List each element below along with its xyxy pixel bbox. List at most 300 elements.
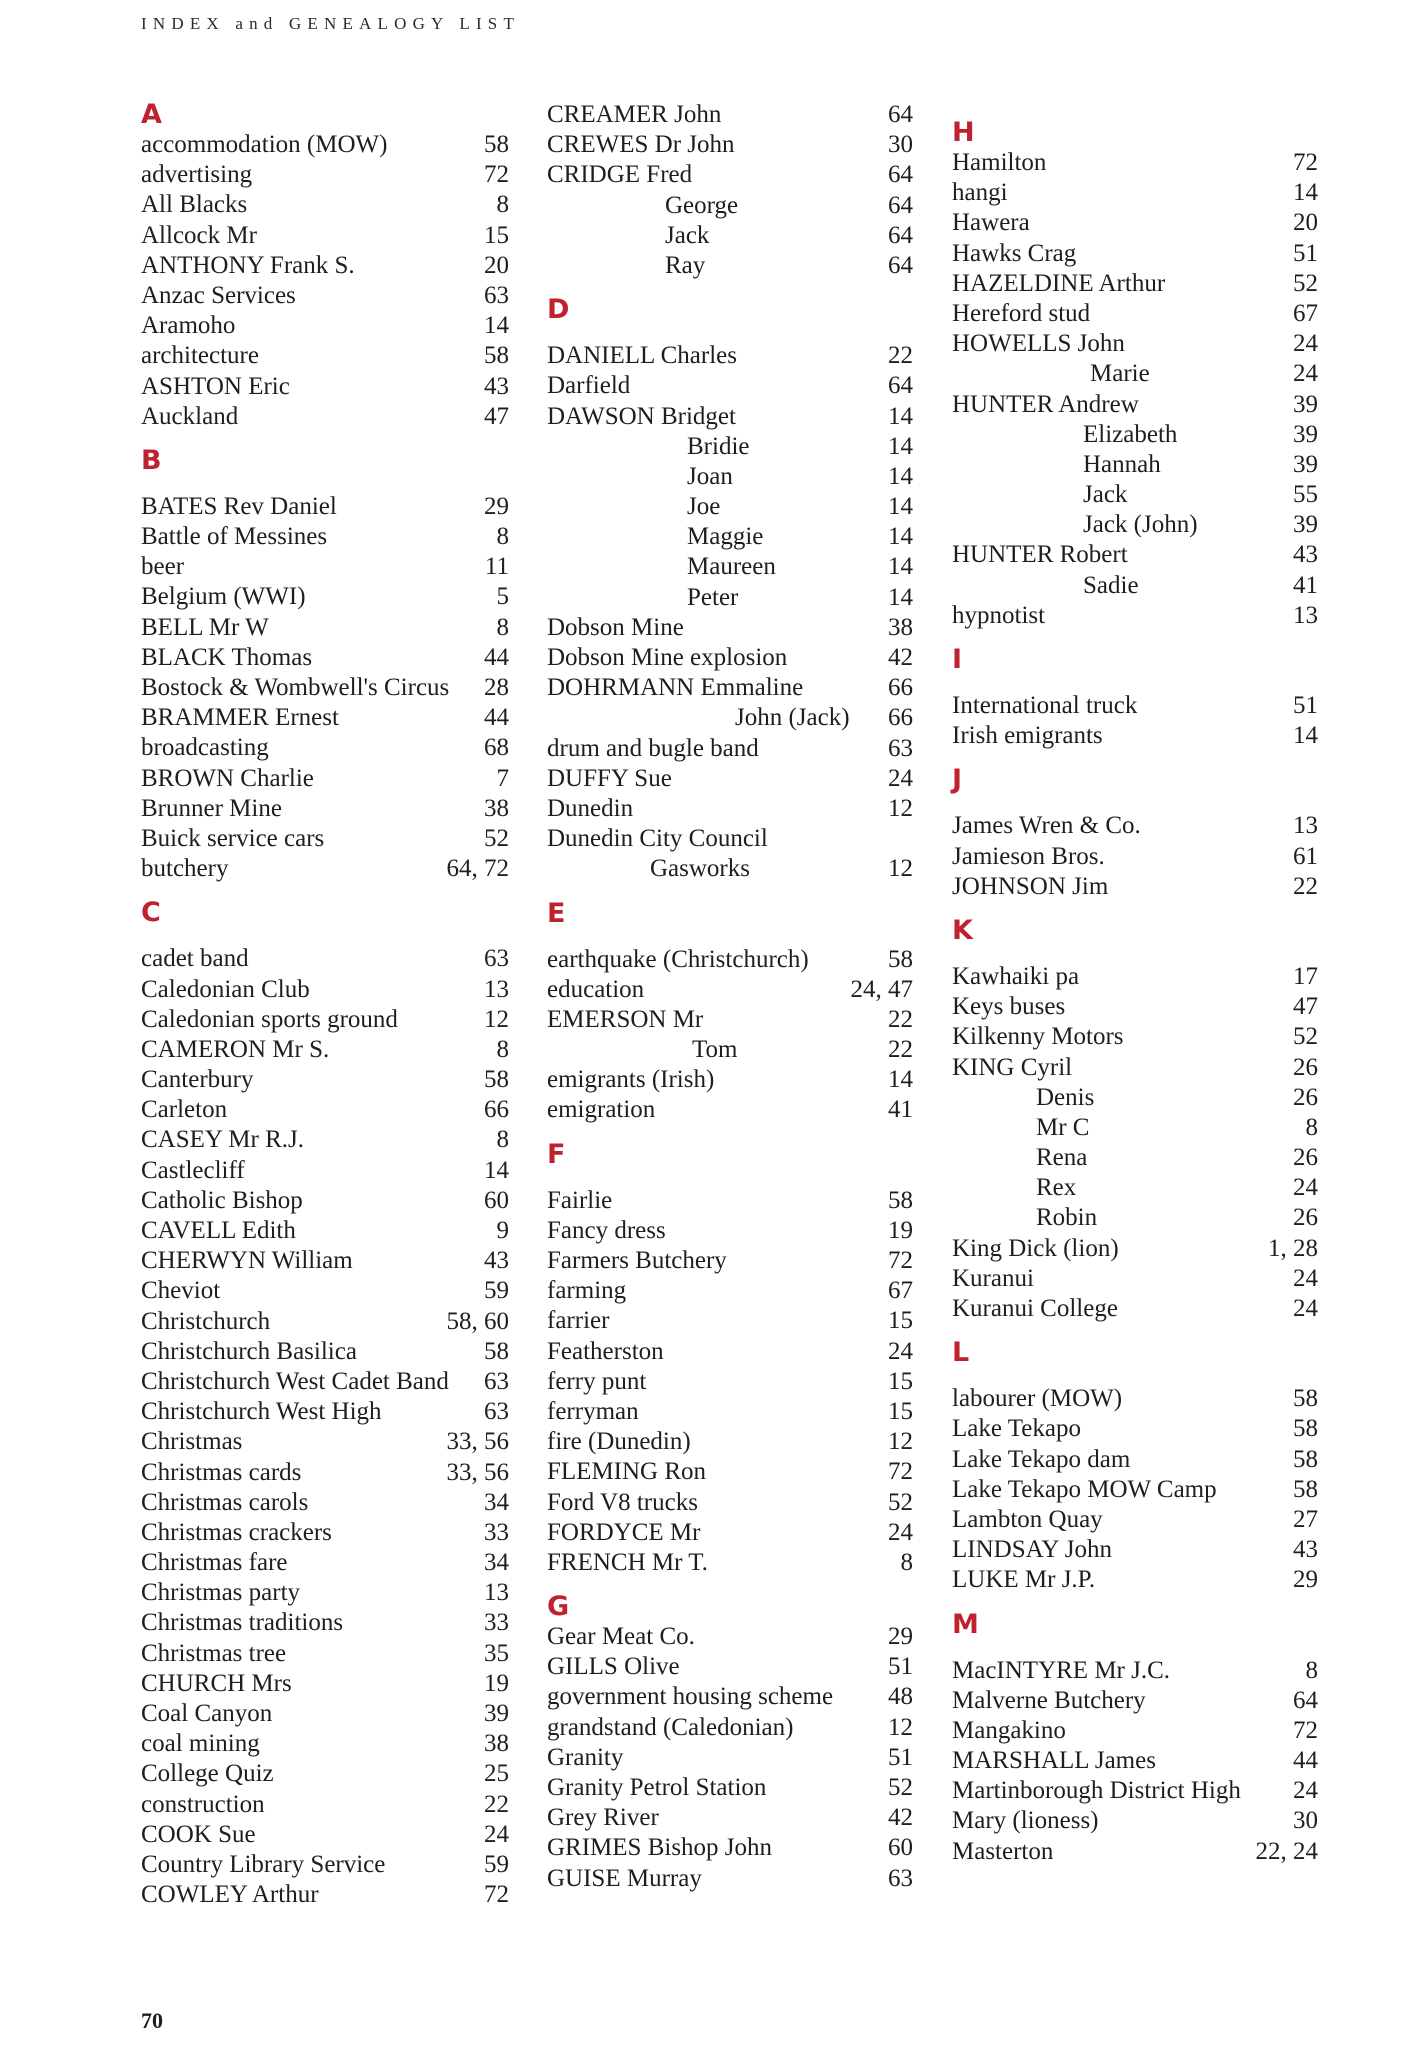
index-entry xyxy=(141,190,509,220)
index-entry xyxy=(952,1053,1318,1083)
entry-term: Coal Canyon xyxy=(141,1700,273,1727)
index-entry xyxy=(141,854,509,884)
index-entry xyxy=(952,1837,1318,1867)
index-entry xyxy=(952,721,1318,751)
index-entry xyxy=(547,492,913,522)
entry-pages: 58 xyxy=(1293,1415,1318,1443)
entry-pages: 64 xyxy=(888,101,913,128)
entry-term: Caledonian Club xyxy=(141,975,310,1003)
entry-term: CAVELL Edith xyxy=(141,1217,296,1244)
index-entry xyxy=(141,1639,509,1669)
entry-term: Masterton xyxy=(952,1837,1054,1865)
entry-pages: 52 xyxy=(1293,1023,1318,1051)
entry-pages: 34 xyxy=(484,1549,509,1577)
index-entry xyxy=(141,1488,509,1518)
index-section-a xyxy=(141,100,509,432)
index-entry xyxy=(547,1488,913,1518)
entry-pages: 60 xyxy=(888,1834,913,1862)
entry-pages: 39 xyxy=(1293,511,1318,539)
entry-term: accommodation (MOW) xyxy=(141,131,388,158)
entry-term: Christmas carols xyxy=(141,1488,309,1516)
index-entry xyxy=(141,402,509,432)
index-entry xyxy=(141,1820,509,1850)
entry-pages: 58 xyxy=(888,1186,913,1214)
entry-pages: 24 xyxy=(1293,1295,1318,1322)
entry-pages: 8 xyxy=(900,1548,913,1576)
entry-pages: 14 xyxy=(888,553,913,581)
entry-term: Maureen xyxy=(687,553,776,581)
index-entry xyxy=(141,1578,509,1608)
index-entry xyxy=(547,1652,913,1682)
index-entry xyxy=(547,1864,913,1894)
entry-pages: 43 xyxy=(1293,541,1318,569)
index-section-e xyxy=(547,899,913,1126)
entry-term: Maggie xyxy=(687,523,764,551)
entry-term: Martinborough District High xyxy=(952,1777,1241,1805)
entry-term: Gasworks xyxy=(650,855,750,883)
entry-pages: 29 xyxy=(1293,1566,1318,1594)
index-entry xyxy=(141,1005,509,1035)
index-entry xyxy=(547,1682,913,1712)
entry-term: Peter xyxy=(687,583,739,611)
entry-term: George xyxy=(665,191,739,219)
entry-pages: 64 xyxy=(888,251,913,279)
entry-pages: 58 xyxy=(484,1337,509,1365)
index-entry xyxy=(141,1759,509,1789)
entry-term: Christmas fare xyxy=(141,1549,288,1577)
section-letter: C xyxy=(141,897,161,929)
entry-pages: 24 xyxy=(1293,1264,1318,1292)
entry-term: FLEMING Ron xyxy=(547,1458,707,1486)
entry-term: emigrants (Irish) xyxy=(547,1066,715,1094)
entry-term: CREWES Dr John xyxy=(547,131,735,159)
entry-pages: 42 xyxy=(888,1804,913,1832)
index-entry xyxy=(141,372,509,402)
index-entry xyxy=(141,1458,509,1488)
entry-pages: 14 xyxy=(484,312,509,340)
index-entry xyxy=(952,1445,1318,1475)
index-entry xyxy=(547,1095,913,1125)
index-entry xyxy=(547,1367,913,1397)
entry-term: Kilkenny Motors xyxy=(952,1023,1124,1051)
entry-term: Keys buses xyxy=(952,993,1066,1021)
section-letter: M xyxy=(952,1608,979,1640)
entry-term: Christmas crackers xyxy=(141,1518,332,1546)
entry-term: Christchurch Basilica xyxy=(141,1337,357,1365)
entry-term: Christmas tree xyxy=(141,1639,287,1667)
entry-pages: 58 xyxy=(484,1066,509,1094)
entry-pages: 44 xyxy=(1293,1747,1318,1775)
entry-term: BLACK Thomas xyxy=(141,643,313,671)
index-entry xyxy=(952,1173,1318,1203)
entry-term: CHERWYN William xyxy=(141,1247,353,1275)
index-entry xyxy=(952,299,1318,329)
index-entry xyxy=(141,1427,509,1457)
index-entry xyxy=(952,420,1318,450)
index-entry xyxy=(547,703,913,733)
entry-term: grandstand (Caledonian) xyxy=(547,1713,794,1741)
entry-pages: 8 xyxy=(1305,1656,1318,1684)
index-entry xyxy=(547,1337,913,1367)
entry-pages: 28 xyxy=(484,674,509,701)
index-entry xyxy=(547,583,913,613)
index-entry xyxy=(547,975,913,1005)
entry-pages: 35 xyxy=(484,1639,509,1667)
entry-pages: 22, 24 xyxy=(1255,1837,1318,1865)
entry-pages: 14 xyxy=(888,402,913,430)
index-column-2 xyxy=(547,100,913,1894)
entry-pages: 30 xyxy=(888,131,913,159)
index-entry xyxy=(141,1729,509,1759)
entry-term: Bridie xyxy=(687,432,750,460)
entry-pages: 14 xyxy=(484,1156,509,1184)
index-entry xyxy=(547,854,913,884)
index-entry xyxy=(141,1246,509,1276)
entry-term: GRIMES Bishop John xyxy=(547,1834,773,1862)
index-entry xyxy=(547,945,913,975)
entry-pages: 47 xyxy=(1293,993,1318,1021)
entry-pages: 8 xyxy=(496,1035,509,1063)
entry-pages: 41 xyxy=(1293,571,1318,599)
entry-term: Brunner Mine xyxy=(141,794,282,822)
entry-term: Christchurch West Cadet Band xyxy=(141,1367,449,1395)
entry-pages: 24 xyxy=(1293,330,1318,358)
entry-pages: 51 xyxy=(1293,692,1318,719)
entry-pages: 24 xyxy=(888,764,913,792)
entry-pages: 58 xyxy=(1293,1385,1318,1413)
index-entry xyxy=(952,1113,1318,1143)
entry-term: LUKE Mr J.P. xyxy=(952,1566,1096,1594)
entry-pages: 15 xyxy=(888,1397,913,1425)
entry-term: Hamilton xyxy=(952,149,1047,176)
index-entry xyxy=(547,1276,913,1306)
entry-term: Belgium (WWI) xyxy=(141,583,306,611)
entry-term: farming xyxy=(547,1277,627,1305)
index-entry xyxy=(141,944,509,974)
index-entry xyxy=(547,1397,913,1427)
index-entry xyxy=(952,1294,1318,1324)
index-entry xyxy=(141,975,509,1005)
index-entry xyxy=(952,1746,1318,1776)
index-entry xyxy=(141,1186,509,1216)
entry-pages: 44 xyxy=(484,643,509,671)
entry-pages: 58 xyxy=(888,945,913,973)
entry-term: Hawks Crag xyxy=(952,239,1077,267)
entry-term: HOWELLS John xyxy=(952,330,1125,358)
entry-pages: 64 xyxy=(888,191,913,219)
section-letter: F xyxy=(547,1138,566,1170)
entry-pages: 14 xyxy=(888,462,913,490)
index-entry xyxy=(952,239,1318,269)
entry-term: Tom xyxy=(692,1036,738,1064)
index-entry xyxy=(141,160,509,190)
entry-pages: 55 xyxy=(1293,481,1318,509)
entry-term: Jack xyxy=(665,221,710,249)
entry-pages: 39 xyxy=(484,1700,509,1727)
entry-pages: 17 xyxy=(1293,962,1318,990)
entry-pages: 8 xyxy=(1305,1113,1318,1141)
entry-pages: 67 xyxy=(1293,299,1318,327)
index-column-3 xyxy=(952,118,1318,1867)
index-entry xyxy=(141,311,509,341)
entry-term: BROWN Charlie xyxy=(141,764,314,792)
entry-pages: 22 xyxy=(888,1036,913,1064)
index-entry xyxy=(547,1548,913,1578)
entry-pages: 15 xyxy=(484,221,509,249)
entry-pages: 38 xyxy=(484,794,509,822)
entry-pages: 15 xyxy=(888,1307,913,1335)
index-entry xyxy=(141,1125,509,1155)
entry-pages: 60 xyxy=(484,1186,509,1214)
entry-pages: 8 xyxy=(496,191,509,219)
index-entry xyxy=(547,1306,913,1336)
entry-pages: 43 xyxy=(1293,1536,1318,1564)
entry-term: HUNTER Andrew xyxy=(952,390,1139,418)
entry-term: Dunedin xyxy=(547,794,634,822)
entry-term: Jack (John) xyxy=(1083,511,1198,539)
entry-pages: 58, 60 xyxy=(446,1307,509,1335)
entry-term: Ford V8 trucks xyxy=(547,1488,698,1516)
index-entry xyxy=(141,1065,509,1095)
entry-pages: 22 xyxy=(888,1005,913,1033)
entry-pages: 8 xyxy=(496,613,509,641)
entry-pages: 24 xyxy=(888,1337,913,1365)
index-entry xyxy=(952,1535,1318,1565)
entry-pages: 72 xyxy=(484,161,509,189)
entry-pages: 39 xyxy=(1293,390,1318,418)
index-section-d xyxy=(547,295,913,884)
entry-pages: 29 xyxy=(888,1623,913,1651)
entry-term: Bostock & Wombwell's Circus xyxy=(141,674,450,701)
index-section-l xyxy=(952,1338,1318,1595)
entry-term: KING Cyril xyxy=(952,1053,1073,1081)
entry-pages: 26 xyxy=(1293,1053,1318,1081)
entry-pages: 33, 56 xyxy=(446,1428,509,1456)
entry-term: Sadie xyxy=(1083,571,1139,599)
entry-pages: 64 xyxy=(1293,1686,1318,1714)
entry-pages: 26 xyxy=(1293,1083,1318,1111)
entry-term: FORDYCE Mr xyxy=(547,1518,701,1546)
index-entry xyxy=(547,1186,913,1216)
entry-term: Granity xyxy=(547,1743,624,1771)
index-entry xyxy=(547,1622,913,1652)
entry-term: education xyxy=(547,975,645,1003)
index-entry xyxy=(141,613,509,643)
index-entry xyxy=(141,1608,509,1638)
entry-pages: 66 xyxy=(484,1096,509,1124)
index-entry xyxy=(952,329,1318,359)
index-entry xyxy=(141,492,509,522)
entry-pages: 15 xyxy=(888,1367,913,1395)
index-entry xyxy=(952,1806,1318,1836)
index-entry xyxy=(547,1427,913,1457)
entry-term: ASHTON Eric xyxy=(141,372,290,400)
index-entry xyxy=(547,1216,913,1246)
index-entry xyxy=(952,450,1318,480)
index-entry xyxy=(952,691,1318,721)
entry-pages: 58 xyxy=(1293,1475,1318,1503)
index-entry xyxy=(547,1743,913,1773)
entry-term: Gear Meat Co. xyxy=(547,1623,695,1651)
entry-term: Elizabeth xyxy=(1083,420,1178,448)
entry-pages: 13 xyxy=(484,975,509,1003)
entry-pages: 41 xyxy=(888,1096,913,1124)
index-entry xyxy=(952,540,1318,570)
entry-term: Granity Petrol Station xyxy=(547,1774,767,1801)
entry-term: Anzac Services xyxy=(141,281,296,309)
entry-pages: 22 xyxy=(1293,872,1318,900)
entry-pages: 5 xyxy=(496,583,509,611)
index-entry xyxy=(952,1656,1318,1686)
entry-pages: 72 xyxy=(888,1458,913,1486)
entry-term: Joan xyxy=(687,462,733,490)
entry-term: BATES Rev Daniel xyxy=(141,492,337,520)
entry-term: Hereford stud xyxy=(952,299,1091,327)
index-entry xyxy=(547,1035,913,1065)
index-section-g xyxy=(547,1592,913,1894)
index-entry xyxy=(141,582,509,612)
index-entry xyxy=(952,872,1318,902)
index-section-k xyxy=(952,916,1318,1324)
index-entry xyxy=(141,130,509,160)
entry-term: Castlecliff xyxy=(141,1156,245,1184)
entry-term: CASEY Mr R.J. xyxy=(141,1126,304,1154)
index-entry xyxy=(952,208,1318,238)
entry-pages: 13 xyxy=(1293,601,1318,629)
entry-term: Mangakino xyxy=(952,1716,1066,1744)
entry-pages: 64 xyxy=(888,372,913,400)
entry-term: DUFFY Sue xyxy=(547,764,672,792)
entry-pages: 24 xyxy=(888,1518,913,1546)
entry-term: Mary (lioness) xyxy=(952,1807,1099,1835)
entry-term: Dunedin City Council xyxy=(547,825,768,853)
entry-pages: 22 xyxy=(888,342,913,370)
entry-pages: 52 xyxy=(1293,269,1318,297)
entry-term: GILLS Olive xyxy=(547,1653,680,1681)
entry-pages: 42 xyxy=(888,644,913,671)
entry-term: COOK Sue xyxy=(141,1820,256,1848)
entry-term: hypnotist xyxy=(952,601,1046,629)
entry-term: Jack xyxy=(1083,481,1128,509)
index-entry xyxy=(952,1565,1318,1595)
entry-term: Christchurch West High xyxy=(141,1398,382,1426)
index-section-b xyxy=(141,446,509,884)
entry-pages: 12 xyxy=(888,1713,913,1741)
entry-pages: 51 xyxy=(888,1743,913,1771)
entry-pages: 52 xyxy=(484,824,509,852)
entry-pages: 8 xyxy=(496,523,509,551)
index-entry xyxy=(141,1216,509,1246)
entry-term: James Wren & Co. xyxy=(952,812,1141,840)
entry-term: Caledonian sports ground xyxy=(141,1005,398,1033)
entry-term: drum and bugle band xyxy=(547,734,759,762)
page-number: 70 xyxy=(141,2008,163,2033)
index-entry xyxy=(547,1518,913,1548)
entry-pages: 52 xyxy=(888,1774,913,1801)
section-letter: I xyxy=(952,644,963,675)
entry-pages: 30 xyxy=(1293,1807,1318,1835)
entry-pages: 24 xyxy=(1293,1174,1318,1202)
entry-pages: 14 xyxy=(888,523,913,551)
entry-pages: 14 xyxy=(888,432,913,460)
entry-term: GUISE Murray xyxy=(547,1864,702,1892)
entry-term: Battle of Messines xyxy=(141,523,328,551)
entry-pages: 72 xyxy=(484,1881,509,1909)
entry-pages: 14 xyxy=(1293,179,1318,207)
entry-pages: 38 xyxy=(484,1730,509,1758)
index-entry xyxy=(547,1065,913,1095)
entry-pages: 51 xyxy=(888,1653,913,1681)
index-entry xyxy=(141,824,509,854)
entry-term: ANTHONY Frank S. xyxy=(141,251,355,279)
section-letter: G xyxy=(547,1591,570,1623)
entry-term: Malverne Butchery xyxy=(952,1686,1146,1714)
entry-pages: 14 xyxy=(888,493,913,521)
entry-pages: 25 xyxy=(484,1760,509,1788)
index-entry xyxy=(547,402,913,432)
index-entry xyxy=(141,1397,509,1427)
entry-pages: 58 xyxy=(484,342,509,370)
entry-pages: 47 xyxy=(484,402,509,430)
entry-term: EMERSON Mr xyxy=(547,1005,704,1033)
entry-term: COWLEY Arthur xyxy=(141,1881,319,1909)
entry-pages: 33, 56 xyxy=(446,1458,509,1486)
entry-pages: 63 xyxy=(484,1398,509,1426)
entry-pages: 44 xyxy=(484,704,509,732)
index-entry xyxy=(141,1518,509,1548)
entry-pages: 27 xyxy=(1293,1505,1318,1533)
index-entry xyxy=(547,794,913,824)
index-section-j xyxy=(952,765,1318,902)
entry-pages: 39 xyxy=(1293,420,1318,448)
index-entry xyxy=(547,1457,913,1487)
entry-term: farrier xyxy=(547,1307,610,1335)
index-entry xyxy=(952,1686,1318,1716)
entry-pages: 52 xyxy=(888,1488,913,1516)
entry-pages: 29 xyxy=(484,492,509,520)
section-letter: L xyxy=(952,1337,970,1369)
index-entry xyxy=(952,962,1318,992)
index-entry xyxy=(952,992,1318,1022)
index-entry xyxy=(141,1850,509,1880)
entry-pages: 26 xyxy=(1293,1204,1318,1232)
index-entry xyxy=(141,1367,509,1397)
index-entry xyxy=(141,341,509,371)
entry-term: MacINTYRE Mr J.C. xyxy=(952,1656,1171,1684)
index-entry xyxy=(141,221,509,251)
entry-pages: 39 xyxy=(1293,450,1318,478)
entry-term: ferryman xyxy=(547,1397,639,1425)
entry-pages: 59 xyxy=(484,1850,509,1878)
entry-term: labourer (MOW) xyxy=(952,1385,1123,1413)
entry-term: Fairlie xyxy=(547,1186,613,1214)
entry-term: John (Jack) xyxy=(735,704,850,732)
entry-term: Christchurch xyxy=(141,1307,271,1335)
entry-term: International truck xyxy=(952,692,1138,719)
index-entry xyxy=(952,571,1318,601)
index-entry xyxy=(547,522,913,552)
index-entry xyxy=(141,673,509,703)
entry-term: Catholic Bishop xyxy=(141,1186,303,1214)
entry-pages: 59 xyxy=(484,1277,509,1305)
entry-pages: 24, 47 xyxy=(850,975,913,1003)
index-entry xyxy=(952,390,1318,420)
entry-pages: 13 xyxy=(1293,812,1318,840)
index-entry xyxy=(547,160,913,190)
index-section-m xyxy=(952,1610,1318,1867)
index-entry xyxy=(952,359,1318,389)
index-section-h xyxy=(952,118,1318,631)
